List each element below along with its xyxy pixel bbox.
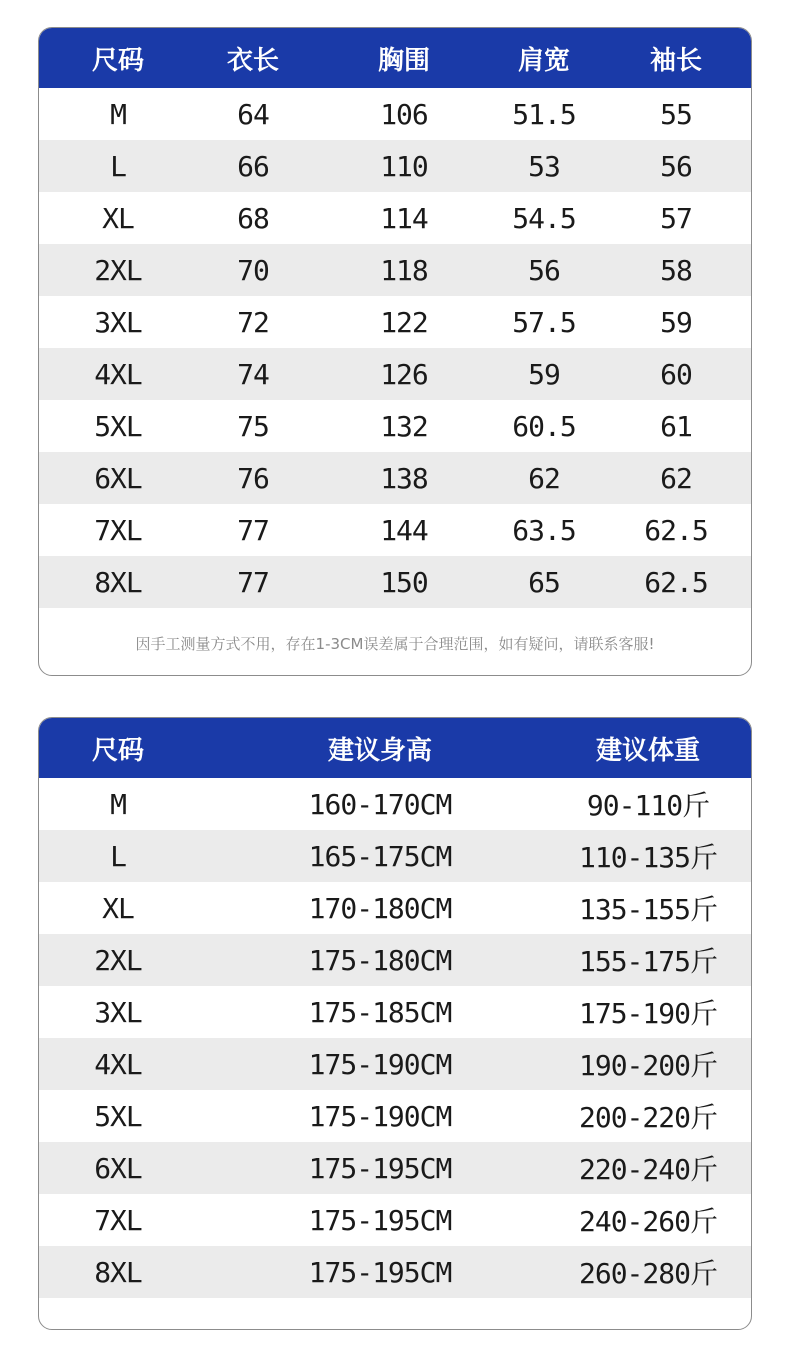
cell-chest: 122 [380, 305, 428, 339]
cell-chest: 150 [380, 565, 428, 599]
cell-weight: 90-110斤 [586, 789, 710, 822]
cell-height: 175-195CM [308, 1151, 452, 1185]
cell-shoulder: 60.5 [512, 409, 576, 443]
cell-size: 2XL [94, 943, 142, 977]
cell-shoulder: 63.5 [512, 513, 576, 547]
cell-weight: 220-240斤 [578, 1153, 717, 1186]
table-row [39, 140, 751, 192]
cell-sleeve: 60 [660, 357, 692, 391]
cell-sleeve: 62 [660, 461, 692, 495]
cell-length: 76 [237, 461, 269, 495]
cell-chest: 126 [380, 357, 428, 391]
cell-sleeve: 55 [660, 97, 692, 131]
table-row [39, 296, 751, 348]
cell-size: XL [102, 891, 134, 925]
header-weight: 建议体重 [595, 735, 700, 766]
cell-height: 165-175CM [308, 839, 452, 873]
cell-size: 5XL [94, 1099, 142, 1133]
cell-size: M [110, 97, 126, 131]
table-row [39, 830, 751, 882]
table-row [39, 1246, 751, 1298]
cell-size: XL [102, 201, 134, 235]
cell-size: 8XL [94, 1255, 142, 1289]
size-chart-header [39, 28, 751, 88]
cell-sleeve: 61 [660, 409, 692, 443]
cell-weight: 190-200斤 [578, 1049, 717, 1082]
cell-shoulder: 62 [528, 461, 560, 495]
cell-sleeve: 56 [660, 149, 692, 183]
header-size: 尺码 [91, 45, 144, 76]
table-row [39, 192, 751, 244]
cell-size: 7XL [94, 513, 142, 547]
table-row [39, 400, 751, 452]
table-row [39, 348, 751, 400]
cell-height: 160-170CM [308, 787, 452, 821]
cell-size: 2XL [94, 253, 142, 287]
cell-sleeve: 62.5 [644, 565, 708, 599]
header-chest: 胸围 [377, 45, 430, 76]
cell-size: 6XL [94, 461, 142, 495]
table-row [39, 88, 751, 140]
cell-sleeve: 57 [660, 201, 692, 235]
cell-weight: 175-190斤 [578, 997, 717, 1030]
cell-chest: 118 [380, 253, 428, 287]
cell-chest: 110 [380, 149, 428, 183]
cell-size: 7XL [94, 1203, 142, 1237]
cell-weight: 200-220斤 [578, 1101, 717, 1134]
cell-size: L [110, 149, 126, 183]
cell-chest: 144 [380, 513, 428, 547]
header-height: 建议身高 [327, 735, 432, 766]
cell-shoulder: 53 [528, 149, 560, 183]
cell-weight: 135-155斤 [578, 893, 717, 926]
table-row [39, 1038, 751, 1090]
cell-height: 175-180CM [308, 943, 452, 977]
cell-shoulder: 57.5 [512, 305, 576, 339]
cell-weight: 260-280斤 [578, 1257, 717, 1290]
cell-height: 175-185CM [308, 995, 452, 1029]
cell-length: 75 [237, 409, 269, 443]
cell-size: 8XL [94, 565, 142, 599]
cell-shoulder: 54.5 [512, 201, 576, 235]
table-row [39, 934, 751, 986]
cell-height: 175-195CM [308, 1203, 452, 1237]
cell-sleeve: 58 [660, 253, 692, 287]
cell-size: 3XL [94, 305, 142, 339]
cell-size: L [110, 839, 126, 873]
fit-table-header [39, 718, 751, 778]
measurement-note: 因手工测量方式不用，存在1-3CM误差属于合理范围，如有疑问，请联系客服! [135, 634, 655, 653]
header-shoulder: 肩宽 [517, 45, 570, 76]
cell-shoulder: 59 [528, 357, 560, 391]
cell-size: 3XL [94, 995, 142, 1029]
cell-length: 77 [237, 513, 269, 547]
cell-length: 66 [237, 149, 269, 183]
cell-length: 77 [237, 565, 269, 599]
cell-size: M [110, 787, 126, 821]
table-row [39, 556, 751, 608]
cell-height: 175-190CM [308, 1099, 452, 1133]
table-row [39, 452, 751, 504]
cell-height: 175-190CM [308, 1047, 452, 1081]
cell-length: 68 [237, 201, 269, 235]
cell-weight: 155-175斤 [578, 945, 717, 978]
header-sleeve: 袖长 [649, 45, 702, 76]
table-row [39, 1142, 751, 1194]
cell-sleeve: 59 [660, 305, 692, 339]
cell-height: 170-180CM [308, 891, 452, 925]
table-row [39, 1194, 751, 1246]
table-row [39, 504, 751, 556]
size-chart-table [38, 27, 752, 676]
cell-length: 70 [237, 253, 269, 287]
cell-shoulder: 56 [528, 253, 560, 287]
header-length: 衣长 [226, 45, 279, 76]
table-row [39, 778, 751, 830]
cell-chest: 132 [380, 409, 428, 443]
cell-weight: 110-135斤 [578, 841, 717, 874]
table-row [39, 882, 751, 934]
cell-height: 175-195CM [308, 1255, 452, 1289]
cell-size: 5XL [94, 409, 142, 443]
table-row [39, 986, 751, 1038]
cell-chest: 114 [380, 201, 428, 235]
cell-chest: 138 [380, 461, 428, 495]
cell-chest: 106 [380, 97, 428, 131]
cell-size: 6XL [94, 1151, 142, 1185]
cell-shoulder: 51.5 [512, 97, 576, 131]
cell-size: 4XL [94, 1047, 142, 1081]
cell-length: 74 [237, 357, 269, 391]
cell-length: 64 [237, 97, 269, 131]
cell-length: 72 [237, 305, 269, 339]
cell-shoulder: 65 [528, 565, 560, 599]
table-row [39, 244, 751, 296]
cell-sleeve: 62.5 [644, 513, 708, 547]
cell-size: 4XL [94, 357, 142, 391]
header-size: 尺码 [91, 735, 144, 766]
cell-weight: 240-260斤 [578, 1205, 717, 1238]
table-row [39, 1090, 751, 1142]
fit-recommendation-table [38, 717, 752, 1330]
